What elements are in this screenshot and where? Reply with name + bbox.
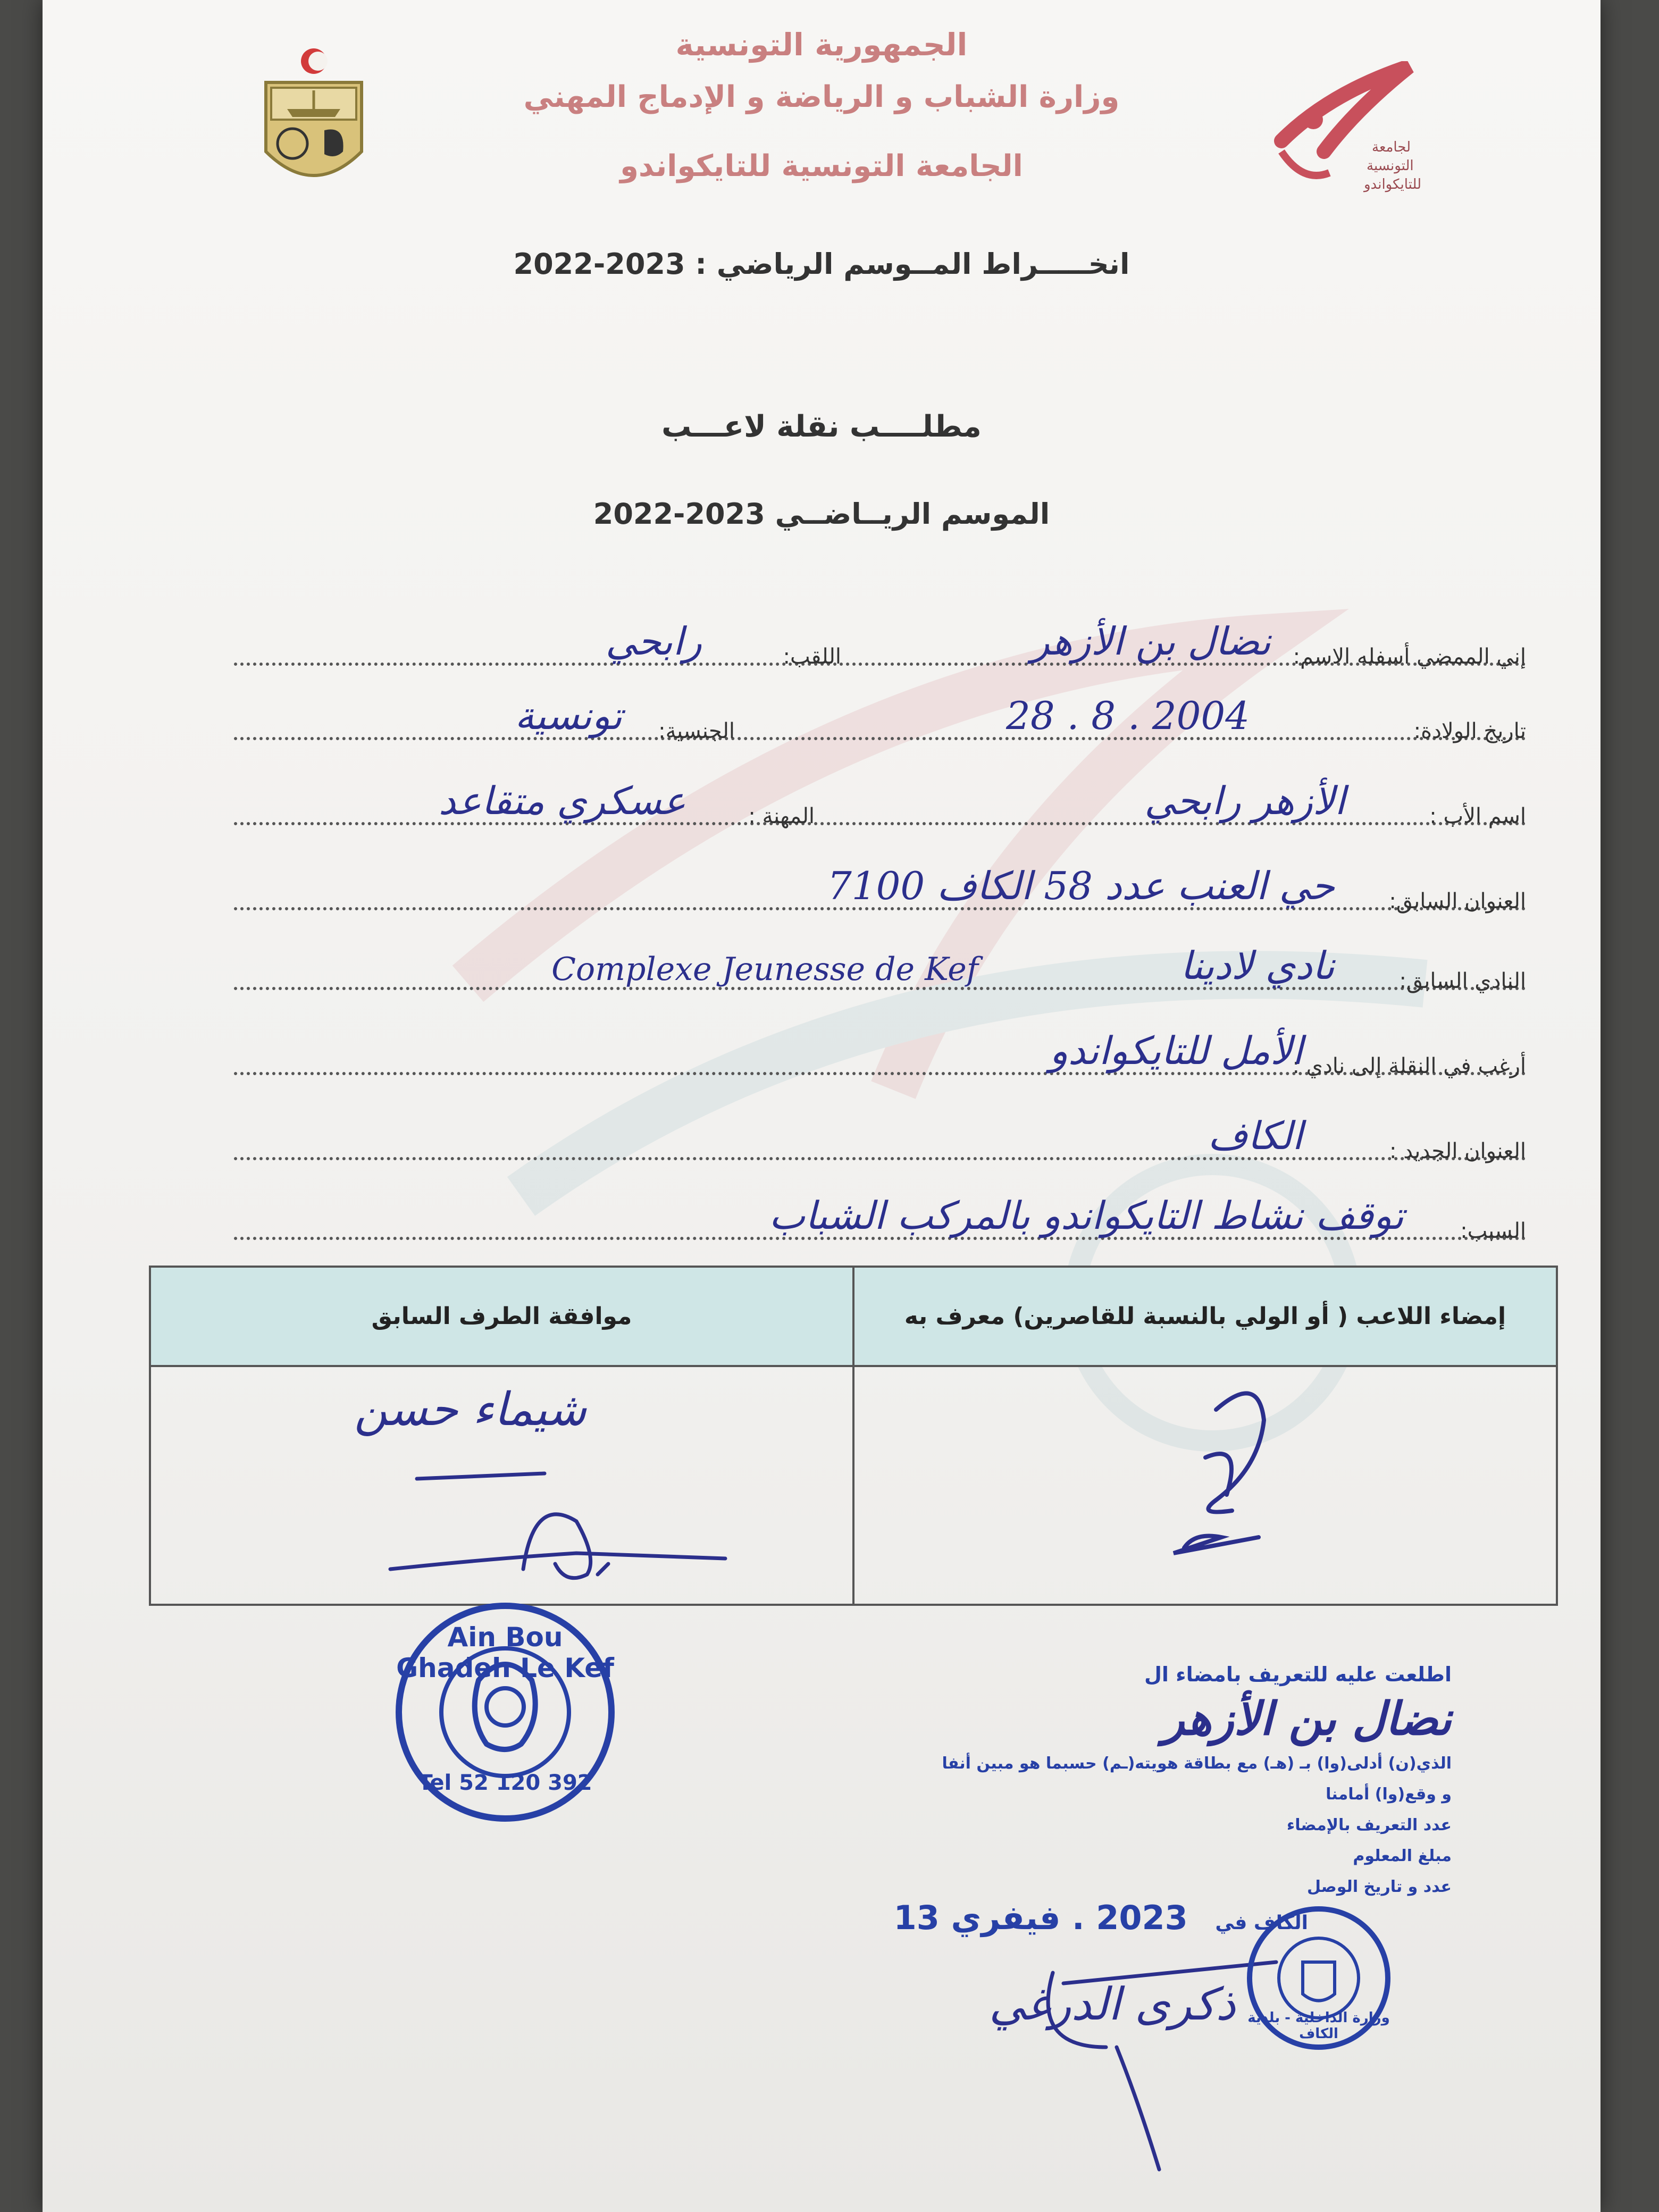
season-line: الموسم الريــاضــي 2023-2022 (593, 497, 1050, 531)
reason-value: توقف نشاط التايكواندو بالمركب الشباب (769, 1193, 1404, 1238)
legal-line-4: عدد التعريف بالإمضاء (1286, 1816, 1452, 1834)
header-federation: الجامعة التونسية للتايكواندو (620, 149, 1023, 183)
nationality-value: تونسية (515, 693, 622, 738)
municipal-round-stamp (1244, 1904, 1393, 2052)
name-value: نضال بن الأزهر (1031, 619, 1271, 664)
legal-line-2: الذي(ن) أدلى(وا) بـ (هـ) مع بطاقة هويته(ـم) حسبما هو مبين أنفا (942, 1754, 1452, 1773)
form-row-old-club (234, 943, 1526, 1000)
surname-value: رابحي (605, 619, 702, 664)
document-title: مطلــــب نقلة لاعـــب (661, 409, 982, 444)
form-row-old-address (234, 864, 1526, 920)
club-stamp-tel: Tel 52 120 392 (418, 1771, 592, 1795)
birth-value: 28 . 8 . 2004 (1006, 693, 1250, 738)
previous-party-scribble-icon (385, 1463, 757, 1596)
date-stamp (830, 1898, 1308, 1937)
new-address-label: العنوان الجديد : (1389, 1139, 1526, 1163)
old-club-value-fr: Complexe Jeunesse de Kef (551, 951, 978, 988)
svg-text:لجامعة: لجامعة (1372, 139, 1411, 155)
new-club-label: أرغب في النقلة إلى نادي : (1292, 1054, 1526, 1078)
previous-party-signature: شيماء حسن (354, 1383, 586, 1437)
form-row-new-club (234, 1028, 1526, 1085)
father-value: الأزهر رابحي (1144, 778, 1345, 823)
svg-text:للتايكواندو: للتايكواندو (1364, 177, 1421, 192)
legalization-stamp (840, 1659, 1452, 1925)
date-stamp-value: 2023 . فيفري 13 (893, 1898, 1188, 1937)
municipal-line: الكاف في (1215, 1912, 1308, 1934)
name-label: إني الممضي أسفله الاسم: (1293, 644, 1526, 669)
official-signature: ذكرى الدرغي (989, 1978, 1236, 2030)
old-address-label: العنوان السابق: (1389, 889, 1526, 914)
job-label: المهنة : (748, 804, 815, 828)
form-row-name (234, 619, 1526, 675)
reason-label: السبب: (1460, 1219, 1526, 1243)
new-address-value: الكاف (1208, 1113, 1303, 1158)
old-club-value-ar: نادي لادينا (1180, 943, 1335, 988)
old-club-label: النادي السابق: (1399, 969, 1526, 993)
legal-line-5: مبلغ المعلوم (1353, 1847, 1452, 1865)
document-page (43, 0, 1601, 2212)
previous-party-cell (150, 1366, 853, 1605)
registration-season: انخـــــراط المــوسم الرياضي : 2023-2022 (513, 247, 1130, 281)
club-stamp (393, 1601, 617, 1824)
player-signature-icon (1152, 1378, 1312, 1580)
previous-party-header: موافقة الطرف السابق (150, 1267, 853, 1366)
nationality-label: الجنسية: (658, 719, 735, 743)
municipal-stamp-text: وزارة الداخلية - بلدية الكاف (1247, 2010, 1390, 2042)
club-stamp-text: Ain Bou Ghadeh Le Kef (396, 1622, 614, 1683)
header-ministry: وزارة الشباب و الرياضة و الإدماج المهني (523, 80, 1120, 114)
legal-line-6: عدد و تاريخ الوصل (1306, 1878, 1452, 1896)
header-republic: الجمهورية التونسية (675, 27, 968, 63)
form-row-father (234, 778, 1526, 835)
job-value: عسكري متقاعد (438, 778, 686, 823)
form-row-birth (234, 693, 1526, 750)
svg-text:التونسية: التونسية (1367, 158, 1414, 174)
surname-label: اللقب: (783, 644, 841, 669)
player-signature-header: إمضاء اللاعب ( أو الولي بالنسبة للقاصرين) معرف به (853, 1267, 1557, 1366)
form-row-reason (234, 1193, 1526, 1250)
new-club-value: الأمل للتايكواندو (1049, 1028, 1303, 1073)
legal-handwritten-name: نضال بن الأزهر (1162, 1692, 1452, 1746)
birth-label: تاريخ الولادة: (1413, 719, 1526, 743)
form-row-new-address (234, 1113, 1526, 1170)
father-label: اسم الأب : (1429, 804, 1526, 828)
old-address-value: حي العنب عدد 58 الكاف 7100 (827, 864, 1335, 908)
signatures-table (149, 1266, 1558, 1606)
legal-line-3: و وقع(وا) أمامنا (1326, 1785, 1452, 1804)
legal-line-1: اطلعت عليه للتعريف بامضاء ال (1144, 1663, 1452, 1686)
player-signature-cell (853, 1366, 1557, 1605)
